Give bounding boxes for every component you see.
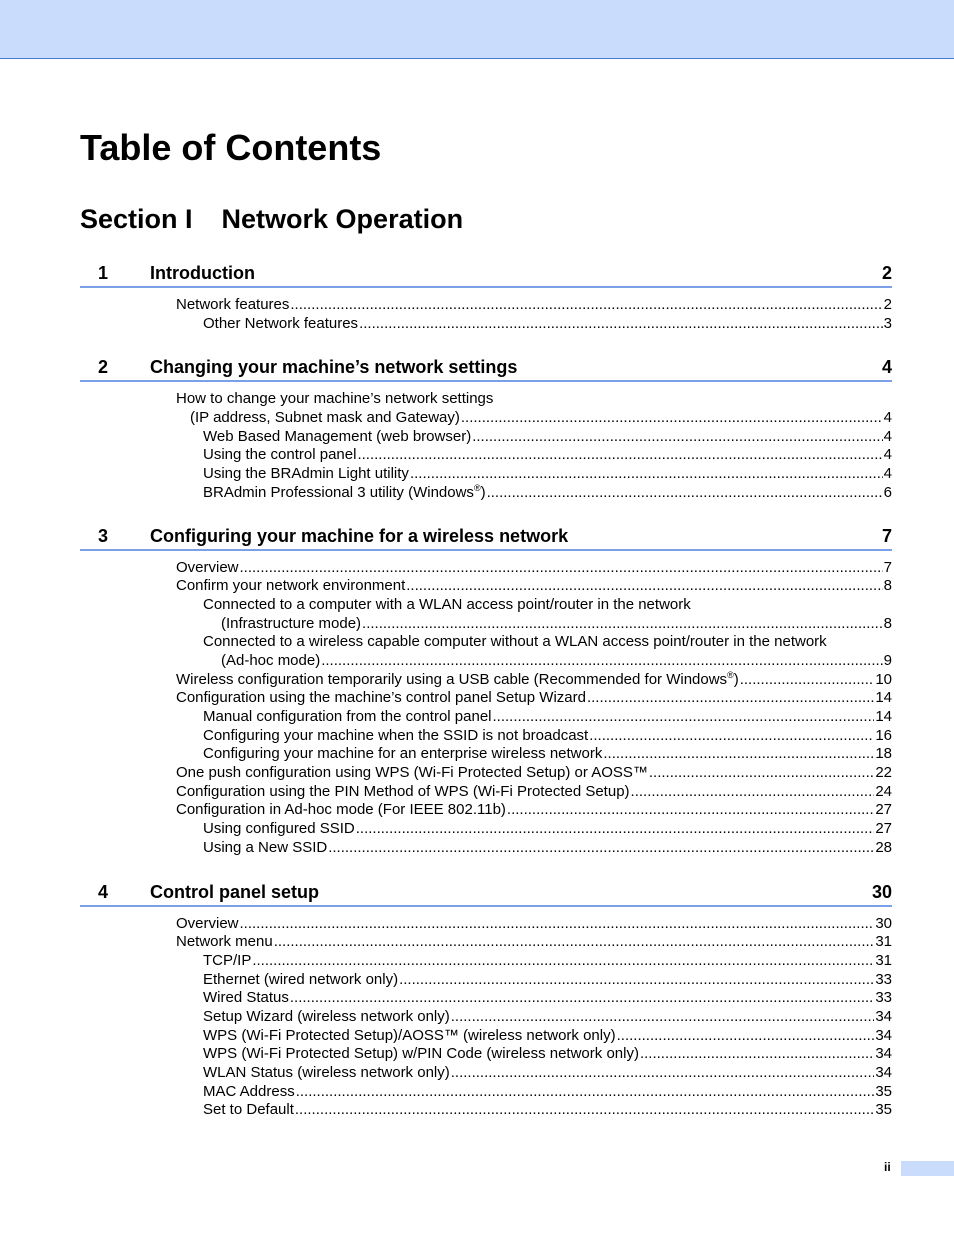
toc-entry[interactable] xyxy=(80,671,892,690)
chapter-2 xyxy=(80,355,892,502)
toc-entry[interactable] xyxy=(80,971,892,990)
dot-leader xyxy=(740,671,875,690)
entry-page: 24 xyxy=(875,782,892,800)
entry-title xyxy=(221,615,361,634)
dot-leader xyxy=(603,745,874,764)
dot-leader xyxy=(461,409,883,428)
dot-leader xyxy=(649,764,874,783)
dot-leader xyxy=(362,615,883,634)
dot-leader xyxy=(274,933,875,952)
toc-entry[interactable] xyxy=(80,315,892,334)
entry-page: 22 xyxy=(875,764,892,782)
entry-text: One push configuration using WPS (Wi-Fi Protected Setup) or AOSS™ xyxy=(176,764,648,782)
entry-title xyxy=(203,839,327,858)
chapter-heading[interactable] xyxy=(80,355,892,382)
entry-text: Confirm your network environment xyxy=(176,577,406,595)
entry-title xyxy=(203,315,358,334)
dot-leader xyxy=(472,428,882,447)
entry-text: Overview xyxy=(176,914,239,932)
toc-entry[interactable] xyxy=(80,633,892,652)
entry-page: 14 xyxy=(875,708,892,725)
toc-entry[interactable] xyxy=(80,465,892,484)
chapter-number: 2 xyxy=(98,357,109,378)
dot-leader xyxy=(321,652,882,671)
entry-text: Manual configuration from the control panel xyxy=(203,708,492,725)
entry-text: Connected to a computer with a WLAN access point/router in the network xyxy=(203,595,691,613)
footer-tab xyxy=(901,1161,954,1176)
dot-leader xyxy=(356,820,875,839)
entry-text: MAC Address xyxy=(203,1082,295,1100)
entry-title xyxy=(203,484,486,503)
chapter-page: 30 xyxy=(871,881,892,902)
entry-text: Configuring your machine when the SSID is not broadcast xyxy=(203,726,589,744)
toc-entry[interactable] xyxy=(80,484,892,503)
entry-text: WPS (Wi-Fi Protected Setup) w/PIN Code (wireless network only) xyxy=(203,1045,639,1063)
dot-leader xyxy=(631,783,875,802)
entry-page: 35 xyxy=(875,1082,892,1100)
entry-page: 2 xyxy=(883,296,892,313)
toc-entry[interactable] xyxy=(80,1027,892,1046)
toc-entry[interactable] xyxy=(80,296,892,315)
entry-title xyxy=(203,989,289,1008)
entry-text: (Ad-hoc mode) xyxy=(221,651,321,669)
entry-page: 16 xyxy=(875,726,892,744)
dot-leader xyxy=(399,971,874,990)
dot-leader xyxy=(640,1045,874,1064)
dot-leader xyxy=(507,801,874,820)
section-name: Network Operation xyxy=(221,204,464,234)
toc-entry[interactable] xyxy=(80,1064,892,1083)
entry-page: 8 xyxy=(883,614,892,632)
toc-entry[interactable] xyxy=(80,652,892,671)
entry-text-after: ) xyxy=(480,483,486,501)
chapter-title: Changing your machine’s network settings xyxy=(150,357,518,378)
chapter-number: 3 xyxy=(98,525,109,546)
entry-title xyxy=(176,577,405,596)
dot-leader xyxy=(240,559,883,578)
entry-text: (IP address, Subnet mask and Gateway) xyxy=(190,409,460,427)
entry-text: Using the BRAdmin Light utility xyxy=(203,465,409,483)
entry-title xyxy=(203,1045,639,1064)
chapter-page: 2 xyxy=(881,263,892,283)
entry-page: 34 xyxy=(875,1045,892,1063)
page-number: ii xyxy=(884,1160,891,1174)
entry-text: TCP/IP xyxy=(203,951,252,969)
chapter-1 xyxy=(80,261,892,333)
section-title xyxy=(80,202,463,236)
toc-entry[interactable] xyxy=(80,689,892,708)
entry-title xyxy=(203,1101,294,1120)
registered-mark: ® xyxy=(727,669,734,680)
section-label: Section I xyxy=(80,204,193,234)
entry-title xyxy=(203,971,398,990)
entry-page: 18 xyxy=(875,745,892,763)
entry-title xyxy=(176,390,493,409)
entry-page: 34 xyxy=(875,1007,892,1025)
chapter-entries xyxy=(80,288,892,333)
toc-entry[interactable] xyxy=(80,764,892,783)
entry-title xyxy=(176,671,739,690)
entry-text: Other Network features xyxy=(203,314,359,332)
toc-entry[interactable] xyxy=(80,596,892,615)
dot-leader xyxy=(493,708,875,727)
entry-text: Set to Default xyxy=(203,1101,294,1119)
entry-title xyxy=(203,465,409,484)
entry-text: Connected to a wireless capable computer without a WLAN access point/router in the network xyxy=(203,633,827,651)
entry-page: 34 xyxy=(875,1026,892,1044)
dot-leader xyxy=(410,465,883,484)
entry-text: WLAN Status (wireless network only) xyxy=(203,1064,450,1081)
toc-entry[interactable] xyxy=(80,745,892,764)
toc-entry[interactable] xyxy=(80,559,892,578)
chapter-3 xyxy=(80,524,892,858)
entry-text: Network menu xyxy=(176,933,273,951)
entry-text: Overview xyxy=(176,558,239,576)
toc-entry[interactable] xyxy=(80,708,892,727)
entry-title xyxy=(203,745,602,764)
toc-entry[interactable] xyxy=(80,801,892,820)
chapter-heading[interactable] xyxy=(80,261,892,288)
entry-title xyxy=(203,820,355,839)
entry-text: Ethernet (wired network only) xyxy=(203,970,399,988)
toc-entry[interactable] xyxy=(80,820,892,839)
entry-text: How to change your machine’s network settings xyxy=(176,390,494,408)
entry-page: 9 xyxy=(883,651,892,669)
entry-title xyxy=(190,409,460,428)
entry-page: 6 xyxy=(883,483,892,501)
toc-entry[interactable] xyxy=(80,446,892,465)
toc-entry[interactable] xyxy=(80,390,892,409)
entry-title xyxy=(203,596,691,615)
entry-page: 28 xyxy=(875,838,892,856)
chapter-entries xyxy=(80,551,892,858)
entry-title xyxy=(203,1008,450,1027)
entry-page: 30 xyxy=(875,914,892,932)
entry-page: 31 xyxy=(875,951,892,969)
toc-entry[interactable] xyxy=(80,839,892,858)
toc-entry[interactable] xyxy=(80,1101,892,1120)
entry-text: Configuration using the PIN Method of WPS (Wi-Fi Protected Setup) xyxy=(176,782,630,800)
entry-text: Wireless configuration temporarily using a USB cable (Recommended for Windows xyxy=(176,670,728,688)
dot-leader xyxy=(296,1083,875,1102)
toc-entry[interactable] xyxy=(80,1083,892,1102)
entry-title xyxy=(176,764,648,783)
entry-text: Web Based Management (web browser) xyxy=(203,427,472,445)
entry-text: Setup Wizard (wireless network only) xyxy=(203,1007,450,1025)
entry-title xyxy=(203,708,492,727)
toc-entry[interactable] xyxy=(80,933,892,952)
dot-leader xyxy=(587,689,874,708)
entry-title xyxy=(203,1064,450,1083)
entry-title xyxy=(203,727,588,746)
entry-page: 33 xyxy=(875,989,892,1007)
entry-page: 7 xyxy=(883,558,892,576)
entry-title xyxy=(203,428,471,447)
entry-page: 31 xyxy=(875,933,892,951)
entry-text: Configuration using the machine’s control panel Setup Wizard xyxy=(176,689,586,707)
chapter-title: Control panel setup xyxy=(150,881,320,902)
entry-title xyxy=(176,296,289,315)
entry-page: 14 xyxy=(875,689,892,707)
entry-page: 8 xyxy=(883,577,892,595)
entry-page: 4 xyxy=(883,427,892,445)
dot-leader xyxy=(617,1027,875,1046)
entry-title xyxy=(176,801,506,820)
entry-title xyxy=(203,633,827,652)
entry-text: BRAdmin Professional 3 utility (Windows xyxy=(203,483,474,501)
entry-page: 4 xyxy=(883,446,892,464)
entry-title xyxy=(203,446,356,465)
toc-entry[interactable] xyxy=(80,783,892,802)
dot-leader xyxy=(451,1064,875,1083)
entry-title xyxy=(203,1027,616,1046)
entry-page: 27 xyxy=(875,801,892,819)
entry-text: Wired Status xyxy=(203,989,289,1007)
toc-entry[interactable] xyxy=(80,915,892,934)
dot-leader xyxy=(290,296,882,315)
toc-entry[interactable] xyxy=(80,952,892,971)
dot-leader xyxy=(240,915,875,934)
entry-text: Using configured SSID xyxy=(203,820,355,838)
entry-page: 35 xyxy=(875,1101,892,1119)
toc-entry[interactable] xyxy=(80,1008,892,1027)
entry-text: Using a New SSID xyxy=(203,838,328,856)
dot-leader xyxy=(589,727,874,746)
dot-leader xyxy=(359,315,883,334)
dot-leader xyxy=(487,484,883,503)
dot-leader xyxy=(290,989,874,1008)
page-title: Table of Contents xyxy=(80,127,382,168)
entry-title xyxy=(176,689,586,708)
entry-title xyxy=(176,783,630,802)
chapter-title: Introduction xyxy=(150,263,255,283)
dot-leader xyxy=(357,446,882,465)
toc-entry[interactable] xyxy=(80,989,892,1008)
dot-leader xyxy=(451,1008,875,1027)
entry-page: 27 xyxy=(875,820,892,838)
entry-text: WPS (Wi-Fi Protected Setup)/AOSS™ (wireless network only) xyxy=(203,1026,616,1044)
table-of-contents xyxy=(80,261,892,1120)
entry-page: 10 xyxy=(875,670,892,688)
toc-entry[interactable] xyxy=(80,615,892,634)
toc-entry[interactable] xyxy=(80,409,892,428)
entry-title xyxy=(176,933,273,952)
entry-title xyxy=(176,559,239,578)
chapter-4 xyxy=(80,880,892,1121)
entry-title xyxy=(203,952,251,971)
dot-leader xyxy=(406,577,882,596)
registered-mark: ® xyxy=(473,482,481,493)
chapter-heading[interactable] xyxy=(80,524,892,551)
entry-page: 4 xyxy=(883,465,892,483)
toc-entry[interactable] xyxy=(80,577,892,596)
toc-entry[interactable] xyxy=(80,727,892,746)
entry-text: Configuration in Ad-hoc mode (For IEEE 802.11b) xyxy=(176,801,506,819)
dot-leader xyxy=(252,952,874,971)
entry-page: 3 xyxy=(883,314,892,332)
entry-text: Network features xyxy=(176,296,290,313)
entry-title xyxy=(176,915,239,934)
toc-entry[interactable] xyxy=(80,428,892,447)
entry-text: Configuring your machine for an enterprise wireless network xyxy=(203,745,603,763)
entry-text: Using the control panel xyxy=(203,446,357,464)
chapter-entries xyxy=(80,907,892,1121)
dot-leader xyxy=(328,839,874,858)
entry-page: 33 xyxy=(875,970,892,988)
entry-text: (Infrastructure mode) xyxy=(221,614,362,632)
entry-text-after: ) xyxy=(733,670,739,688)
entry-title xyxy=(221,652,320,671)
chapter-heading[interactable] xyxy=(80,880,892,907)
chapter-number: 4 xyxy=(98,881,109,902)
chapter-number: 1 xyxy=(98,263,109,283)
header-band xyxy=(0,0,954,59)
entry-title xyxy=(203,1083,295,1102)
entry-page: 4 xyxy=(883,409,892,427)
toc-entry[interactable] xyxy=(80,1045,892,1064)
chapter-page: 7 xyxy=(881,525,892,546)
dot-leader xyxy=(295,1101,874,1120)
chapter-title: Configuring your machine for a wireless network xyxy=(150,525,569,546)
chapter-entries xyxy=(80,382,892,502)
entry-page: 34 xyxy=(875,1064,892,1081)
chapter-page: 4 xyxy=(881,357,892,378)
